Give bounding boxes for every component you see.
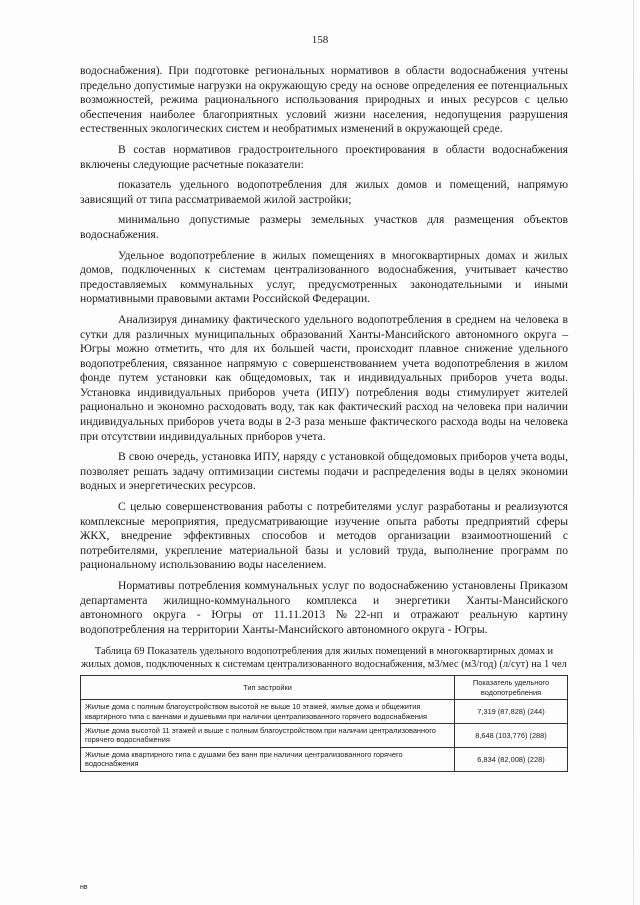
table-row [81,747,568,771]
paragraph-4: минимально допустимые размеры земельных участков для размещения объектов водоснабжения. [80,213,568,241]
table-cell-building-type: Жилые дома высотой 11 этажей и выше с полным благоустройством при наличии централизованного горячего водоснабжения [81,724,455,748]
column-header-consumption: Показатель удельного водопотребления [455,676,568,700]
table-cell-building-type: Жилые дома с полным благоустройством высотой не выше 10 этажей, жилые дома и общежития квартирного типа с ваннами и душевыми при наличии централизованного горячего водоснабжения [81,700,455,724]
page-body [80,64,568,772]
table-cell-consumption: 7,319 (87,828) (244) [455,700,568,724]
water-consumption-table [80,675,568,771]
table-cell-building-type: Жилые дома квартирного типа с душами без ванн при наличии централизованного горячего водоснабжения [81,747,455,771]
table-header-row [81,676,568,700]
column-header-building-type: Тип застройки [81,676,455,700]
table-row [81,700,568,724]
paragraph-9: Нормативы потребления коммунальных услуг по водоснабжению установлены Приказом департамента жилищно-коммунального комплекса и энергетики Ханты-Мансийского автономного округа - Югры от 11.11.2013 №22-нп и отражают реальную картину водопотребления на территории Ханты-Мансийского автономного округа - Югры. [80,579,568,636]
paragraph-8: С целью совершенствования работы с потребителями услуг разработаны и реализуются комплексные мероприятия, предусматривающие изучение опыта работы предприятий сферы ЖКХ, внедрение эффективных способов и методов организации взаимоотношений с потребителями, укрепление материальной базы и условий труда, выполнение программ по рациональному использованию воды населением. [80,500,568,572]
paragraph-3: показатель удельного водопотребления для жилых домов и помещений, напрямую зависящий от типа рассматриваемой жилой застройки; [80,178,568,206]
table-row [81,724,568,748]
paragraph-5: Удельное водопотребление в жилых помещениях в многоквартирных домах и жилых домов, подключенных к системам централизованного водоснабжения, учитывает качество предоставляемых коммунальных услуг, предусмотренных законодательными и иными нормативными правовыми актами Российской Федерации. [80,248,568,306]
footer-mark: нв [80,884,88,891]
page-number: 158 [311,34,329,46]
paragraph-7: В свою очередь, установка ИПУ, наряду с установкой общедомовых приборов учета воды, позволяет решать задачу оптимизации системы подачи и распределения воды в целях экономии водных и энергетических ресурсов. [80,450,568,493]
paragraph-1: водоснабжения). При подготовке региональных нормативов в области водоснабжения учтены предельно допустимые нагрузки на окружающую среду на основе определения ее потенциальных возможностей, режима рационального использования природных и иных ресурсов с целью обеспечения наиболее благоприятных условий жизни населения, недопущения разрушения естественных экологических систем и необратимых изменений в окружающей среде. [80,64,568,136]
table-caption: Таблица 69 Показатель удельного водопотребления для жилых помещений в многоквартирных домах и жилых домов, подключенных к системам централизованного водоснабжения, м3/мес (м3/год) (л/сут) на 1 чел [81,646,567,671]
paragraph-6: Анализируя динамику фактического удельного водопотребления в среднем на человека в сутки для различных муниципальных образований Ханты-Мансийского автономного округа – Югры можно отметить, что для их большей части, происходит плавное снижение удельного водопотребления, связанное напрямую с совершенствованием учета водопотребления в жилом фонде путем установки как общедомовых, так и индивидуальных приборов учета воды. Установка индивидуальных приборов учета (ИПУ) потребления воды стимулирует жителей рационально и экономно расходовать воду, так как фактический расход на человека при наличии индивидуальных приборов учета воды в 2-3 раза меньше фактического расхода воды на человека при отсутствии индивидуальных приборов учета. [80,312,568,443]
paragraph-2: В состав нормативов градостроительного проектирования в области водоснабжения включены следующие расчетные показатели: [80,142,568,171]
table-cell-consumption: 6,834 (82,008) (228) [455,747,568,771]
table-cell-consumption: 8,648 (103,776) (288) [455,724,568,748]
page-edge [633,0,634,905]
